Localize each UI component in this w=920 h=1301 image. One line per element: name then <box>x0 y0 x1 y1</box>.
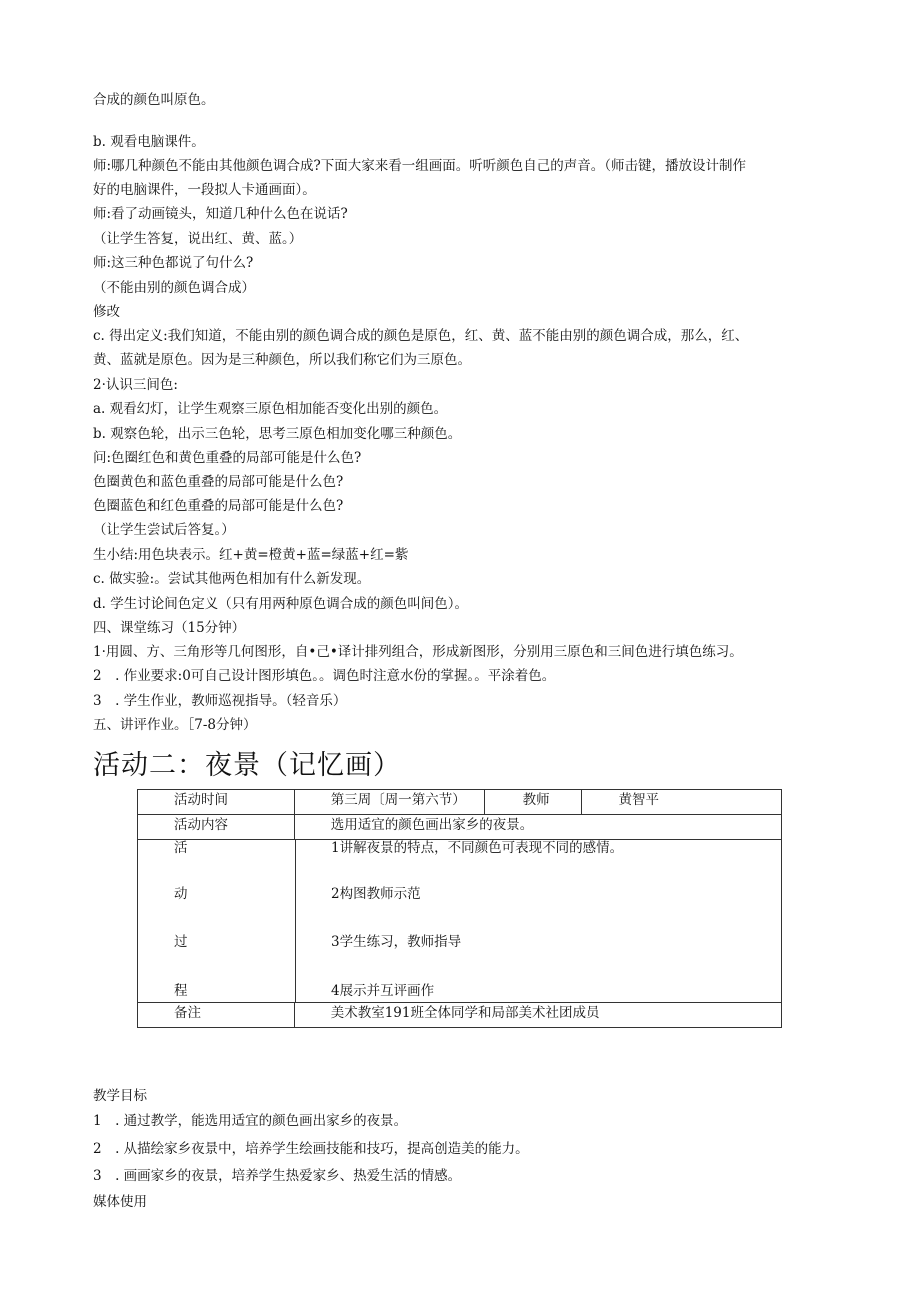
activity-time-label: 活动时间 <box>138 790 295 815</box>
text-line: 1 . 通过教学，能选用适宜的颜色画出家乡的夜景。 <box>93 1113 408 1129</box>
teacher-label: 教师 <box>484 790 581 815</box>
text-line: 2 . 从描绘家乡夜景中，培养学生绘画技能和技巧，提高创造美的能力。 <box>93 1141 529 1157</box>
activity-content-label: 活动内容 <box>138 815 295 840</box>
text-line: （让学生尝试后答复。） <box>93 522 235 538</box>
process-label: 过 <box>174 934 188 950</box>
activity-process-cell <box>138 840 782 1003</box>
note-label: 备注 <box>138 1003 295 1028</box>
teacher-value: 黄智平 <box>581 790 782 815</box>
process-step: 4展示并互评画作 <box>331 983 435 999</box>
text-line: 媒体使用 <box>93 1194 147 1210</box>
text-line: 2·认识三间色: <box>93 377 178 393</box>
text-line: 色圈蓝色和红色重叠的局部可能是什么色? <box>93 498 344 514</box>
column-divider <box>295 840 296 1002</box>
text-line: 3 . 学生作业，教师巡视指导。（轻音乐） <box>93 693 347 709</box>
text-line: 3 . 画画家乡的夜景，培养学生热爱家乡、热爱生活的情感。 <box>93 1168 462 1184</box>
process-label: 程 <box>174 983 188 999</box>
text-line: 好的电脑课件，一段拟人卡通画面）。 <box>93 182 316 198</box>
text-line: （让学生答复，说出红、黄、蓝。） <box>93 231 303 247</box>
activity-table <box>137 789 782 1028</box>
text-line: 2 . 作业要求:0可自己设计图形填色。。调色时注意水份的掌握。。平涂着色。 <box>93 668 556 684</box>
text-line: d. 学生讨论间色定义（只有用两种原色调合成的颜色叫间色）。 <box>93 596 468 612</box>
text-line: c. 得出定义:我们知道，不能由别的颜色调合成的颜色是原色，红、黄、蓝不能由别的颜色调合成，那么，红、 <box>93 328 749 344</box>
text-line: b. 观看电脑课件。 <box>93 134 205 150</box>
text-line: 修改 <box>93 304 120 320</box>
text-line: 1·用圆、方、三角形等几何图形，自•己•译计排列组合，形成新图形，分别用三原色和三间色进行填色练习。 <box>93 644 743 660</box>
section-heading: 活动二：夜景（记忆画） <box>93 750 401 781</box>
activity-time-value: 第三周〔周一第六节） <box>294 790 484 815</box>
text-line: （不能由别的颜色调合成） <box>93 280 255 296</box>
text-line: 色圈黄色和蓝色重叠的局部可能是什么色? <box>93 474 344 490</box>
text-line: 师:哪几种颜色不能由其他颜色调合成?下面大家来看一组画面。听听颜色自己的声音。（师击键，播放设计制作 <box>93 158 747 174</box>
text-line: 五、讲评作业。［7-8分钟） <box>93 717 257 733</box>
process-step: 2构图教师示范 <box>331 886 421 902</box>
text-line: 问:色圈红色和黄色重叠的局部可能是什么色? <box>93 450 362 466</box>
activity-content-value: 选用适宜的颜色画出家乡的夜景。 <box>294 815 781 840</box>
process-step: 3学生练习，教师指导 <box>331 934 462 950</box>
text-line: 生小结:用色块表示。红+黄=橙黄+蓝=绿蓝+红=紫 <box>93 547 409 563</box>
text-line: c. 做实验:。尝试其他两色相加有什么新发现。 <box>93 571 371 587</box>
text-line: 师:这三种色都说了句什么? <box>93 255 254 271</box>
text-line: b. 观察色轮，出示三色轮，思考三原色相加变化哪三种颜色。 <box>93 426 462 442</box>
text-line: 师:看了动画镜头，知道几种什么色在说话? <box>93 206 348 222</box>
text-line: 教学目标 <box>93 1088 147 1104</box>
text-line: a. 观看幻灯，让学生观察三原色相加能否变化出别的颜色。 <box>93 401 448 417</box>
text-line: 四、课堂练习（15分钟） <box>93 620 246 636</box>
text-line: 黄、蓝就是原色。因为是三种颜色，所以我们称它们为三原色。 <box>93 352 471 368</box>
text-line: 合成的颜色叫原色。 <box>93 92 215 108</box>
process-step: 1讲解夜景的特点，不同颜色可表现不同的感情。 <box>331 840 624 856</box>
process-label: 活 <box>174 840 188 856</box>
process-label: 动 <box>174 886 188 902</box>
note-value: 美术教室191班全体同学和局部美术社团成员 <box>294 1003 781 1028</box>
